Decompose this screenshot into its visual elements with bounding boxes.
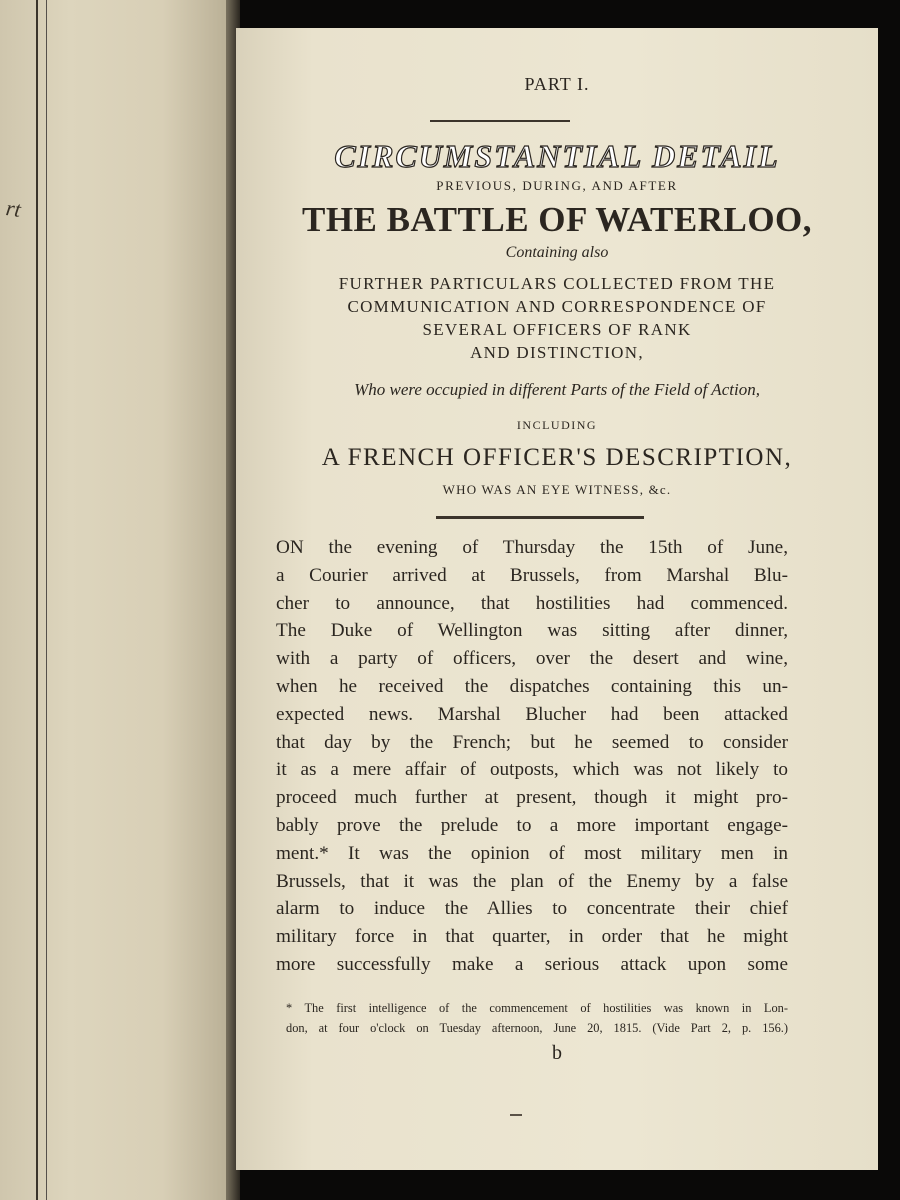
part-heading: PART I. xyxy=(524,74,590,94)
left-page-rule xyxy=(46,0,47,1200)
containing-also: Containing also xyxy=(505,244,609,261)
top-rule xyxy=(430,120,570,122)
body-line: expected news. Marshal Blucher had been attacked xyxy=(276,703,788,725)
body-line: it as a mere affair of outposts, which was not likely to xyxy=(276,759,788,781)
body-line: bably prove the prelude to a more important engage- xyxy=(276,814,788,836)
body-line: that day by the French; but he seemed to consider xyxy=(276,731,788,753)
footnote-line: * The first intelligence of the commencement of hostilities was known in Lon- xyxy=(286,1001,788,1015)
body-line: proceed much further at present, though it might pro- xyxy=(276,787,788,809)
body-paragraph xyxy=(276,534,788,979)
body-line: cher to announce, that hostilities had commenced. xyxy=(276,592,788,614)
footnote xyxy=(286,998,788,1038)
body-line: The Duke of Wellington was sitting after dinner, xyxy=(276,620,788,642)
subtitle-previous: PREVIOUS, DURING, AND AFTER xyxy=(436,178,678,193)
further-line: COMMUNICATION AND CORRESPONDENCE OF xyxy=(347,297,767,316)
left-page-rule xyxy=(36,0,38,1200)
title-circumstantial: CIRCUMSTANTIAL DETAIL xyxy=(334,138,780,174)
right-page xyxy=(236,28,878,1170)
further-line: SEVERAL OFFICERS OF RANK xyxy=(422,320,692,339)
body-line: Brussels, that it was the plan of the Enemy by a false xyxy=(276,870,788,892)
left-page xyxy=(0,0,232,1200)
body-line: military force in that quarter, in order that he might xyxy=(276,926,788,948)
body-line: when he received the dispatches containing this un- xyxy=(276,675,788,697)
middle-rule xyxy=(436,516,644,519)
who-line: Who were occupied in different Parts of the Field of Action, xyxy=(354,380,760,399)
body-line: a Courier arrived at Brussels, from Marshal Blu- xyxy=(276,564,788,586)
title-battle: THE BATTLE OF WATERLOO, xyxy=(301,200,813,239)
including-label: INCLUDING xyxy=(516,418,598,432)
left-page-fragment: rt xyxy=(4,195,23,222)
body-line: alarm to induce the Allies to concentrate their chief xyxy=(276,898,788,920)
signature-mark: b xyxy=(552,1042,562,1064)
body-line: more successfully make a serious attack upon some xyxy=(276,953,788,975)
page-dash xyxy=(510,1114,522,1116)
body-line: with a party of officers, over the desert and wine, xyxy=(276,648,788,670)
footnote-line: don, at four o'clock on Tuesday afternoon, June 20, 1815. (Vide Part 2, p. 156.) xyxy=(286,1021,788,1035)
further-line: FURTHER PARTICULARS COLLECTED FROM THE xyxy=(338,274,776,293)
body-line: ment.* It was the opinion of most military men in xyxy=(276,842,788,864)
eye-witness-line: WHO WAS AN EYE WITNESS, &c. xyxy=(442,482,672,497)
further-line: AND DISTINCTION, xyxy=(470,343,644,362)
body-line: ON the evening of Thursday the 15th of June, xyxy=(276,537,788,558)
french-officer-title: A FRENCH OFFICER'S DESCRIPTION, xyxy=(321,444,793,471)
